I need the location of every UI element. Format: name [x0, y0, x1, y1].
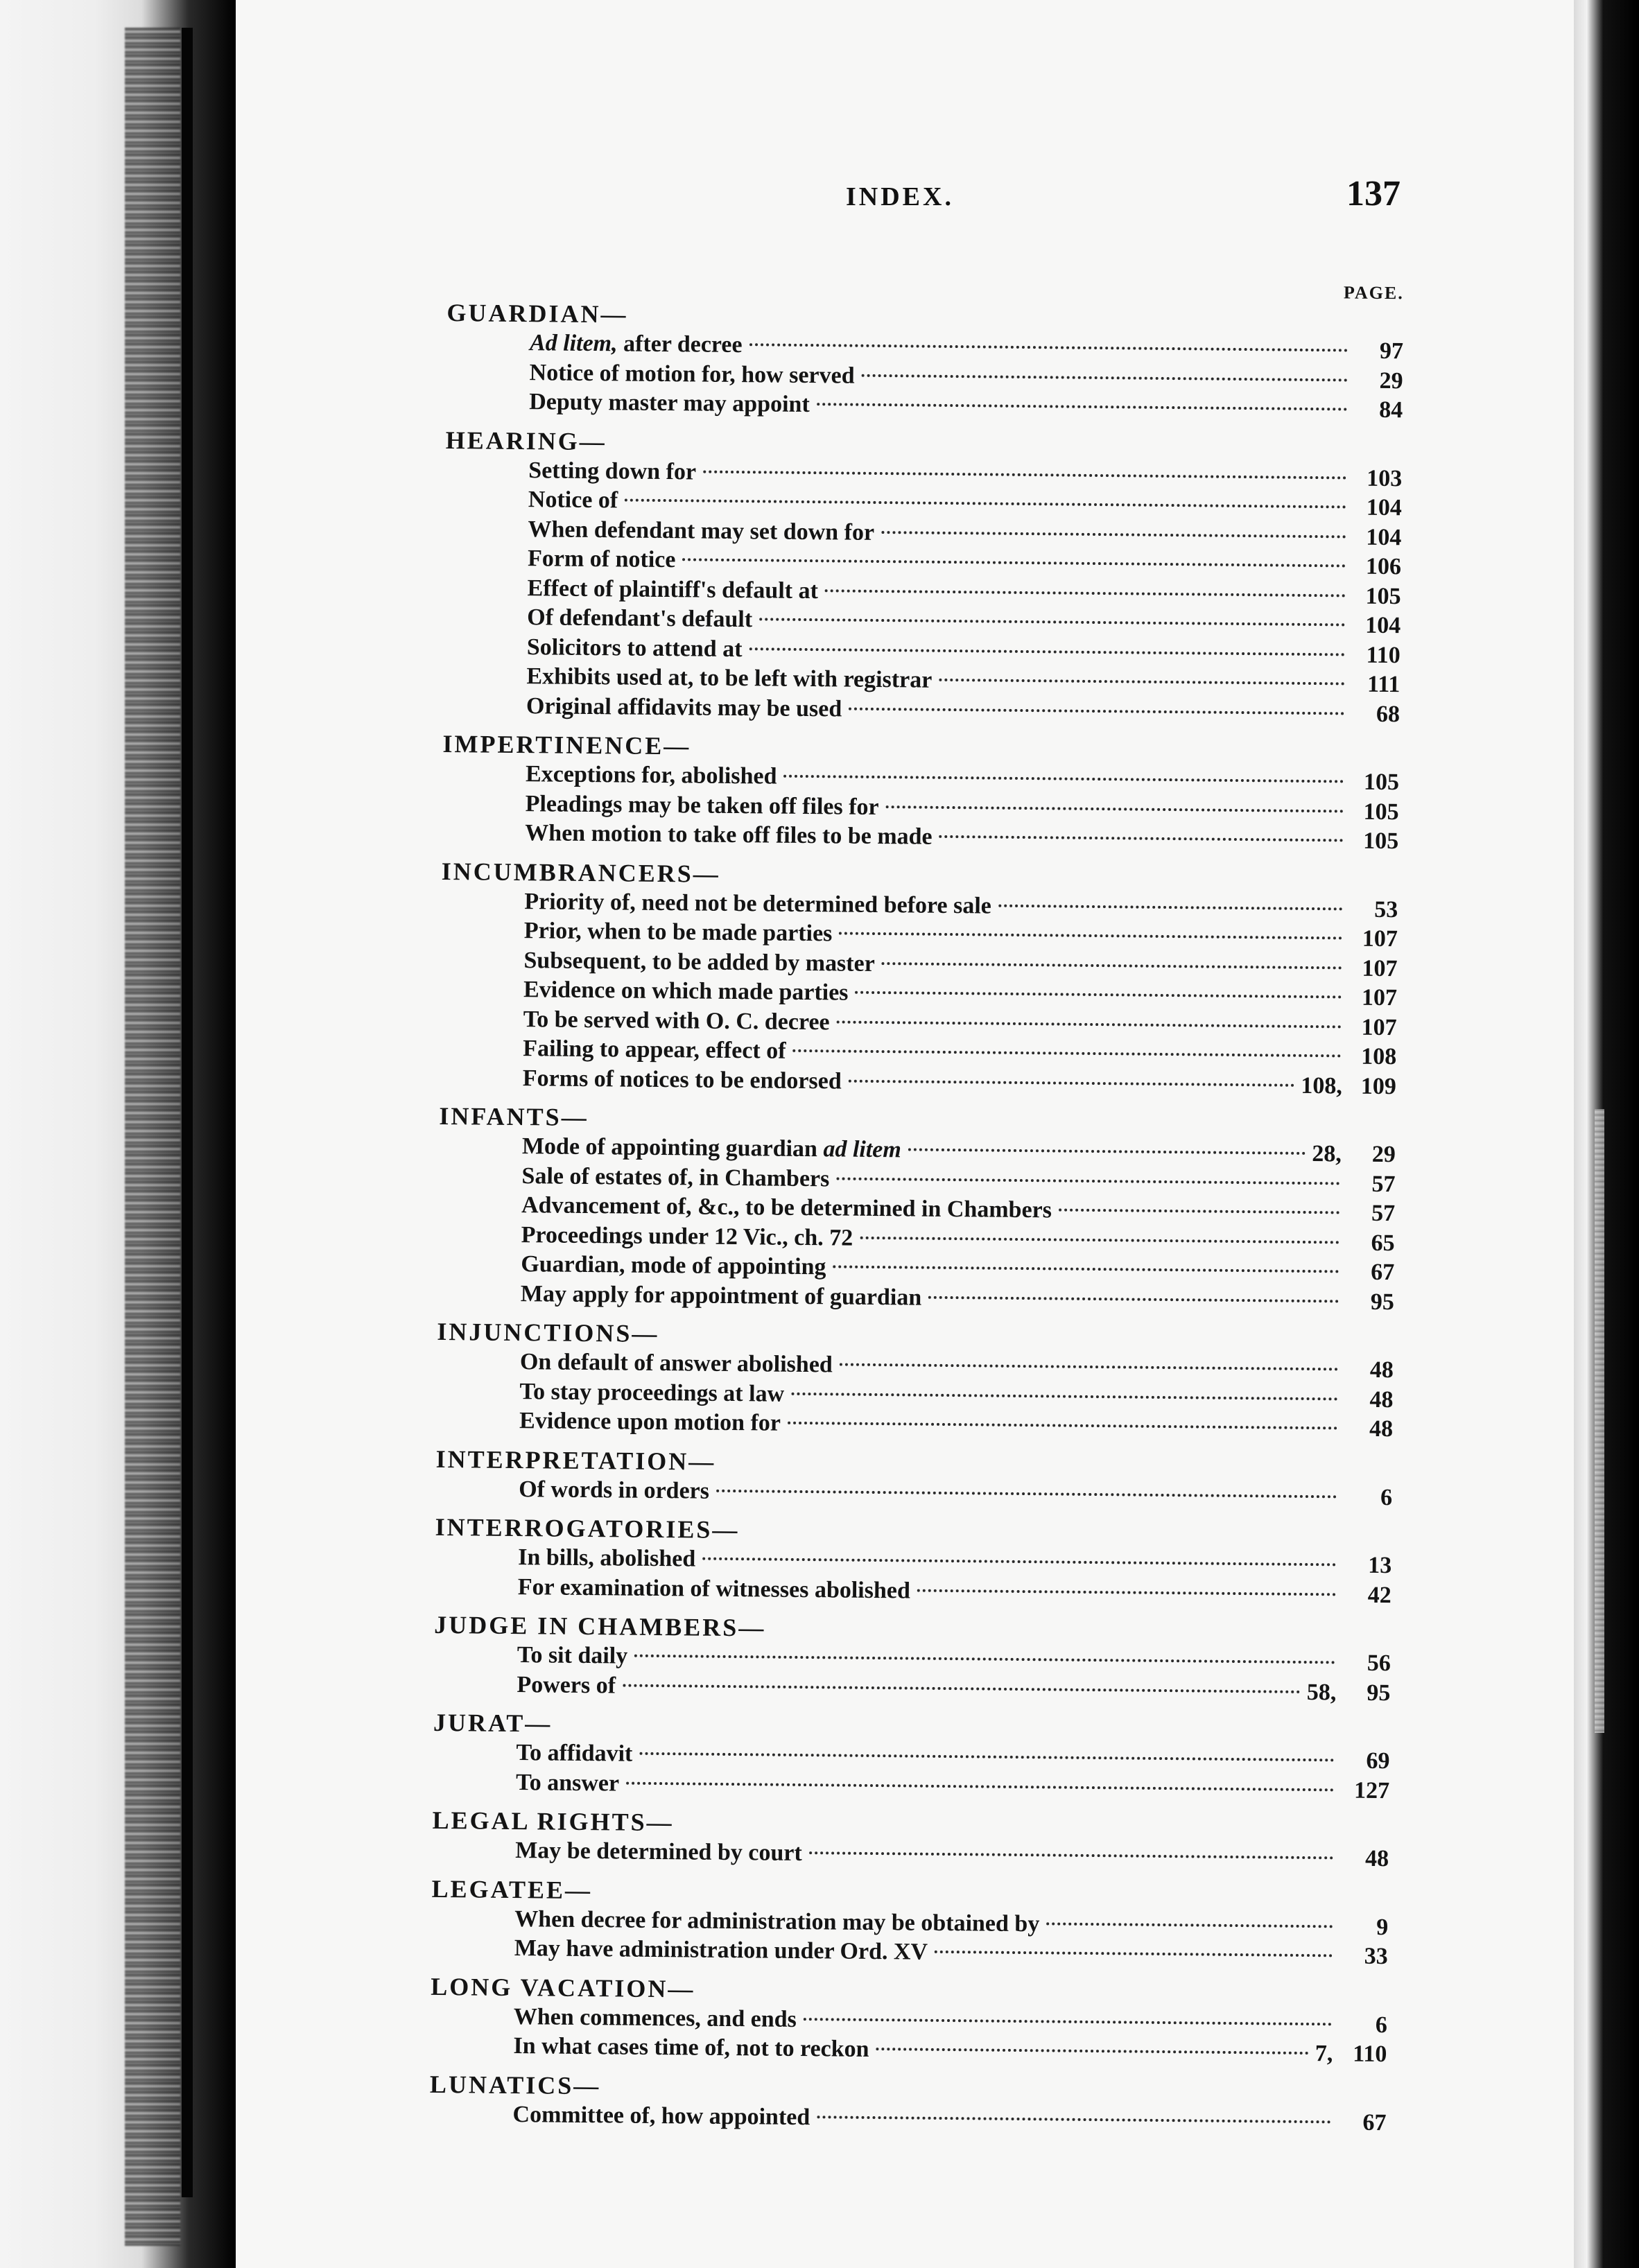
page-column-heading: PAGE.	[1343, 282, 1404, 304]
page-reference	[1341, 1776, 1389, 1806]
page-reference-number: 33	[1364, 1943, 1388, 1970]
section-heading: LEGATEE—	[431, 1874, 593, 1904]
entry-text	[518, 1573, 910, 1606]
entry-text	[523, 1034, 786, 1066]
dot-leader	[702, 1558, 1336, 1567]
entry-text	[523, 975, 849, 1008]
entry-text-plain: Subsequent, to be added by master	[523, 947, 875, 977]
entry-text-plain: Exhibits used at, to be left with registrar	[526, 663, 933, 693]
entry-text	[519, 1475, 709, 1506]
page-reference	[1339, 1912, 1388, 1942]
entry-text	[524, 887, 991, 921]
page-reference-number: 48	[1369, 1415, 1394, 1442]
bleed-through-ink	[125, 28, 180, 2246]
entry-text-plain: May apply for appointment of guardian	[520, 1280, 922, 1311]
page-reference	[1344, 1414, 1393, 1444]
page-reference	[1349, 984, 1397, 1013]
page-reference	[1351, 699, 1400, 729]
page-reference	[1344, 1483, 1392, 1512]
page-reference	[1346, 1199, 1395, 1229]
index-sections	[429, 297, 1403, 2138]
entry-text-italic: ad litem	[823, 1136, 901, 1163]
page-reference-number: 111	[1367, 671, 1400, 698]
entry-text-italic: Ad litem,	[529, 330, 618, 357]
dot-leader	[917, 1589, 1336, 1596]
entry-text	[520, 1347, 833, 1380]
dot-leader	[825, 589, 1346, 597]
page-edge-specks	[1595, 1109, 1604, 1733]
dot-leader	[749, 343, 1348, 351]
page-reference	[1354, 396, 1403, 426]
dot-leader	[908, 1148, 1306, 1154]
dot-leader	[623, 1684, 1300, 1693]
entry-text	[522, 1132, 901, 1165]
page-reference-first: 58,	[1306, 1679, 1337, 1705]
section-heading: INTERROGATORIES—	[435, 1512, 740, 1544]
entry-text-plain: To stay proceedings at law	[519, 1378, 785, 1407]
dot-leader	[998, 904, 1342, 910]
index-section	[442, 729, 1400, 857]
dot-leader	[833, 1265, 1339, 1273]
page-reference-first: 108,	[1301, 1072, 1342, 1099]
page-reference-number: 105	[1365, 583, 1401, 609]
page-reference	[1352, 640, 1400, 670]
page-reference-number: 56	[1367, 1650, 1391, 1677]
page-reference-number: 9	[1376, 1914, 1389, 1940]
page-reference	[1346, 1258, 1394, 1288]
section-heading: INCUMBRANCERS—	[441, 857, 720, 888]
entry-text	[517, 1671, 616, 1701]
index-section	[432, 1805, 1389, 1874]
page-reference-number: 110	[1353, 2041, 1387, 2068]
entry-text	[516, 1768, 619, 1799]
page-reference	[1341, 1746, 1389, 1776]
page-reference-number: 107	[1361, 1014, 1397, 1040]
entry-text	[527, 633, 743, 664]
dot-leader	[856, 991, 1342, 999]
entry-text-plain: Exceptions for, abolished	[525, 761, 777, 790]
page-reference-number: 6	[1375, 2012, 1387, 2038]
dot-leader	[860, 1236, 1339, 1244]
dot-leader	[626, 1781, 1334, 1791]
dot-leader	[849, 1079, 1294, 1086]
page-reference	[1340, 1844, 1389, 1874]
page-reference-number: 105	[1363, 769, 1400, 796]
page-reference	[1355, 337, 1403, 367]
page-reference	[1349, 954, 1397, 984]
entry-text	[526, 662, 932, 695]
entry-text-plain: Prior, when to be made parties	[523, 918, 833, 947]
dot-leader	[939, 679, 1344, 686]
entry-text	[527, 603, 752, 635]
dot-leader	[886, 805, 1344, 812]
page-number: 137	[1346, 174, 1400, 213]
page-reference-number: 107	[1362, 955, 1398, 982]
entry-text-plain: Original affidavits may be used	[526, 692, 842, 722]
page-reference	[1307, 1677, 1391, 1708]
page-reference-number: 104	[1366, 524, 1402, 550]
index-section	[433, 1610, 1391, 1708]
page-reference	[1353, 464, 1402, 494]
entry-text-plain: Notice of	[528, 487, 618, 514]
page-reference	[1312, 1140, 1396, 1170]
page-reference	[1348, 1043, 1396, 1072]
dot-leader	[783, 775, 1344, 783]
entry-text	[523, 1005, 829, 1038]
dot-leader	[817, 403, 1347, 410]
index-section	[433, 1707, 1390, 1806]
page-reference	[1315, 2039, 1387, 2069]
page-reference	[1343, 1580, 1391, 1610]
entry-text-plain: Forms of notices to be endorsed	[522, 1065, 842, 1094]
entry-text-plain: In what cases time of, not to reckon	[513, 2033, 869, 2062]
entry-text-plain: To affidavit	[516, 1740, 633, 1767]
entry-text	[515, 1836, 802, 1868]
dot-leader	[840, 1363, 1338, 1371]
dot-leader	[1059, 1209, 1339, 1214]
entry-text	[519, 1377, 784, 1409]
page-reference-number: 108	[1361, 1043, 1397, 1070]
entry-text-plain: To answer	[515, 1769, 620, 1796]
entry-text-plain: Mode of appointing guardian	[521, 1133, 824, 1162]
dot-leader	[791, 1392, 1337, 1400]
page-reference	[1339, 2010, 1387, 2040]
entry-text	[513, 2032, 869, 2064]
entry-text	[528, 515, 874, 548]
entry-text	[523, 946, 875, 979]
page-reference-number: 103	[1367, 465, 1403, 491]
page-reference	[1348, 1013, 1396, 1043]
page-reference-number: 97	[1379, 338, 1404, 365]
index-section	[440, 855, 1398, 1101]
entry-text-plain: In bills, abolished	[518, 1544, 696, 1572]
page-reference	[1343, 1551, 1391, 1580]
entry-text-plain: Of words in orders	[518, 1476, 710, 1504]
entry-text-plain: Evidence upon motion for	[519, 1408, 781, 1436]
entry-text-plain: Powers of	[517, 1671, 616, 1698]
entry-text-plain: Of defendant's default	[527, 604, 753, 633]
left-page-edge	[0, 0, 236, 2268]
dot-leader	[881, 531, 1346, 538]
page-reference	[1349, 895, 1398, 925]
entry-text-plain: For examination of witnesses abolished	[517, 1573, 911, 1603]
entry-text	[516, 1738, 632, 1769]
page-reference	[1352, 582, 1400, 611]
right-page-edge	[1574, 0, 1639, 2268]
entry-text-plain: Deputy master may appoint	[529, 389, 810, 418]
dot-leader	[793, 1049, 1342, 1058]
entry-text	[521, 1280, 922, 1313]
page-reference-number: 57	[1371, 1171, 1396, 1197]
entry-text-plain: To be served with O. C. decree	[523, 1006, 830, 1035]
page-reference-number: 110	[1366, 642, 1400, 668]
page-reference	[1354, 366, 1403, 396]
page-reference-number: 69	[1366, 1747, 1390, 1774]
page-reference-number: 67	[1362, 2109, 1387, 2136]
page-reference-first: 28,	[1312, 1141, 1342, 1167]
entry-text-plain: Failing to appear, effect of	[523, 1036, 786, 1064]
page-reference	[1344, 1385, 1393, 1415]
entry-text	[521, 1250, 826, 1282]
page-reference-number: 84	[1378, 396, 1403, 424]
page-reference	[1339, 1942, 1388, 1971]
entry-text	[523, 1064, 842, 1097]
index-section	[446, 297, 1404, 426]
entry-text	[528, 544, 676, 575]
entry-text-plain: Proceedings under 12 Vic., ch. 72	[521, 1221, 853, 1251]
entry-text-plain: Effect of plaintiff's default at	[527, 575, 819, 604]
page-reference-number: 48	[1369, 1357, 1394, 1384]
dot-leader	[935, 1951, 1333, 1957]
entry-text-plain: Committee of, how appointed	[512, 2101, 810, 2130]
entry-text	[530, 329, 743, 360]
page-reference-number: 29	[1371, 1141, 1396, 1168]
entry-text-plain: Sale of estates of, in Chambers	[521, 1162, 830, 1192]
entry-text	[517, 1641, 628, 1671]
page-reference-number: 57	[1371, 1200, 1396, 1227]
page-reference-number: 105	[1363, 799, 1399, 825]
dot-leader	[804, 2018, 1332, 2025]
page-reference-number: 104	[1365, 612, 1401, 639]
dot-leader	[716, 1489, 1337, 1498]
dot-leader	[809, 1851, 1333, 1859]
page-reference	[1350, 827, 1398, 857]
section-heading: GUARDIAN—	[446, 298, 628, 329]
entry-text-plain: Setting down for	[528, 457, 697, 485]
page-reference-number: 65	[1371, 1230, 1395, 1256]
entry-text	[526, 692, 842, 724]
page-reference-number: 107	[1362, 925, 1398, 952]
page-header	[832, 173, 1400, 229]
section-heading: LONG VACATION—	[431, 1972, 695, 2003]
dot-leader	[862, 374, 1348, 381]
page-reference-number: 105	[1363, 828, 1399, 855]
entry-text	[518, 1543, 695, 1574]
page-reference-number: 48	[1364, 1845, 1389, 1872]
entry-text-plain: Pleadings may be taken off files for	[525, 790, 879, 820]
section-heading: LEGAL RIGHTS—	[432, 1806, 674, 1837]
entry-text-plain: When commences, and ends	[513, 2003, 797, 2032]
dot-leader	[682, 558, 1346, 567]
entry-text-plain: after decree	[617, 331, 743, 358]
dot-leader	[703, 470, 1346, 479]
index-section	[437, 1101, 1396, 1317]
page-reference	[1353, 494, 1402, 523]
page-reference-number: 107	[1361, 984, 1398, 1011]
entry-text-plain: Evidence on which made parties	[523, 977, 849, 1006]
entry-text	[521, 1221, 853, 1253]
entry-text	[514, 2003, 797, 2034]
entry-text-plain: When decree for administration may be obtained by	[514, 1905, 1040, 1937]
entry-text	[529, 387, 810, 419]
page-reference	[1352, 611, 1400, 641]
section-heading: HEARING—	[445, 426, 607, 455]
page-reference-number: 29	[1379, 367, 1403, 394]
index-body	[429, 274, 1404, 2146]
dot-leader	[1046, 1922, 1333, 1928]
dot-leader	[639, 1752, 1334, 1762]
page-reference-number: 127	[1353, 1777, 1390, 1804]
entry-text-plain: Solicitors to attend at	[526, 634, 743, 662]
entry-text	[514, 1905, 1040, 1939]
section-heading: IMPERTINENCE—	[442, 729, 691, 760]
dot-leader	[836, 1177, 1339, 1185]
entry-text	[528, 456, 696, 487]
entry-text	[514, 1934, 928, 1967]
entry-text	[521, 1162, 829, 1194]
book-gutter	[182, 28, 193, 2197]
dot-leader	[817, 2116, 1330, 2123]
page-reference	[1350, 797, 1398, 827]
page-reference	[1346, 1287, 1394, 1317]
page-reference	[1346, 1228, 1394, 1258]
dot-leader	[759, 618, 1345, 626]
section-heading: JURAT—	[433, 1708, 553, 1738]
section-heading: INTERPRETATION—	[435, 1445, 716, 1476]
page-reference-number: 13	[1367, 1552, 1392, 1579]
dot-leader	[837, 1020, 1342, 1028]
dot-leader	[839, 932, 1342, 939]
page-reference	[1351, 670, 1400, 700]
page-reference-number: 95	[1370, 1289, 1395, 1315]
entry-text-plain: Priority of, need not be determined before sale	[524, 888, 992, 919]
entry-text-plain: When motion to take off files to be made	[525, 820, 933, 850]
page-reference-number: 53	[1374, 896, 1398, 923]
entry-text	[521, 1191, 1052, 1225]
section-heading: LUNATICS—	[429, 2070, 601, 2100]
section-heading: JUDGE IN CHAMBERS—	[434, 1610, 766, 1642]
dot-leader	[749, 647, 1344, 656]
page-reference-number: 6	[1380, 1484, 1393, 1510]
page-reference-number: 42	[1367, 1582, 1391, 1608]
page-reference	[1342, 1648, 1391, 1678]
entry-text-plain: Notice of motion for, how served	[529, 359, 855, 389]
entry-text-plain: Advancement of, &c., to be determined in Chambers	[521, 1192, 1052, 1223]
index-section	[430, 1971, 1387, 2069]
entry-text	[524, 916, 833, 949]
entry-text-plain: When defendant may set down for	[528, 516, 875, 546]
section-heading: INJUNCTIONS—	[437, 1317, 659, 1348]
dot-leader	[876, 2048, 1308, 2055]
entry-text	[526, 760, 777, 792]
entry-text	[529, 358, 854, 391]
page-reference	[1353, 523, 1401, 552]
page-reference-first: 7,	[1315, 2041, 1333, 2067]
page-reference	[1346, 1169, 1395, 1199]
page-reference	[1337, 2108, 1386, 2138]
dot-leader	[928, 1296, 1339, 1302]
section-heading: INFANTS—	[439, 1101, 589, 1132]
page-reference-number: 106	[1365, 553, 1402, 580]
entry-text	[527, 574, 818, 607]
entry-text-plain: To sit daily	[517, 1642, 628, 1669]
dot-leader	[849, 707, 1344, 715]
page-reference-number: 67	[1371, 1259, 1395, 1286]
page-reference	[1301, 1071, 1396, 1101]
index-section	[443, 424, 1403, 729]
index-section	[435, 1512, 1392, 1610]
entry-text-plain: May be determined by court	[514, 1838, 802, 1867]
page-reference	[1349, 925, 1398, 954]
entry-text-plain: Guardian, mode of appointing	[521, 1251, 826, 1280]
page-reference	[1351, 768, 1399, 798]
page-reference-number: 104	[1366, 494, 1402, 521]
page-reference-number: 109	[1360, 1073, 1396, 1099]
page-reference-number: 68	[1376, 701, 1400, 727]
dot-leader	[634, 1655, 1335, 1664]
dot-leader	[882, 962, 1342, 969]
index-section	[436, 1316, 1394, 1445]
running-title: INDEX.	[846, 182, 954, 211]
entry-text	[525, 819, 933, 852]
entry-text	[519, 1406, 781, 1438]
dot-leader	[939, 835, 1344, 842]
dot-leader	[625, 498, 1346, 508]
dot-leader	[788, 1422, 1337, 1430]
index-section	[429, 2068, 1387, 2138]
entry-text-plain: On default of answer abolished	[519, 1349, 833, 1378]
entry-text-plain: May have administration under Ord. XV	[514, 1935, 928, 1965]
page-reference-number: 48	[1369, 1386, 1394, 1413]
entry-text	[525, 790, 878, 822]
entry-text	[512, 2100, 810, 2133]
page-reference-number: 95	[1367, 1680, 1391, 1706]
page-reference	[1353, 552, 1401, 582]
index-section	[435, 1443, 1393, 1512]
entry-text-plain: Form of notice	[527, 546, 676, 573]
page-reference	[1345, 1356, 1394, 1386]
index-section	[431, 1873, 1389, 1971]
entry-text	[528, 485, 618, 516]
